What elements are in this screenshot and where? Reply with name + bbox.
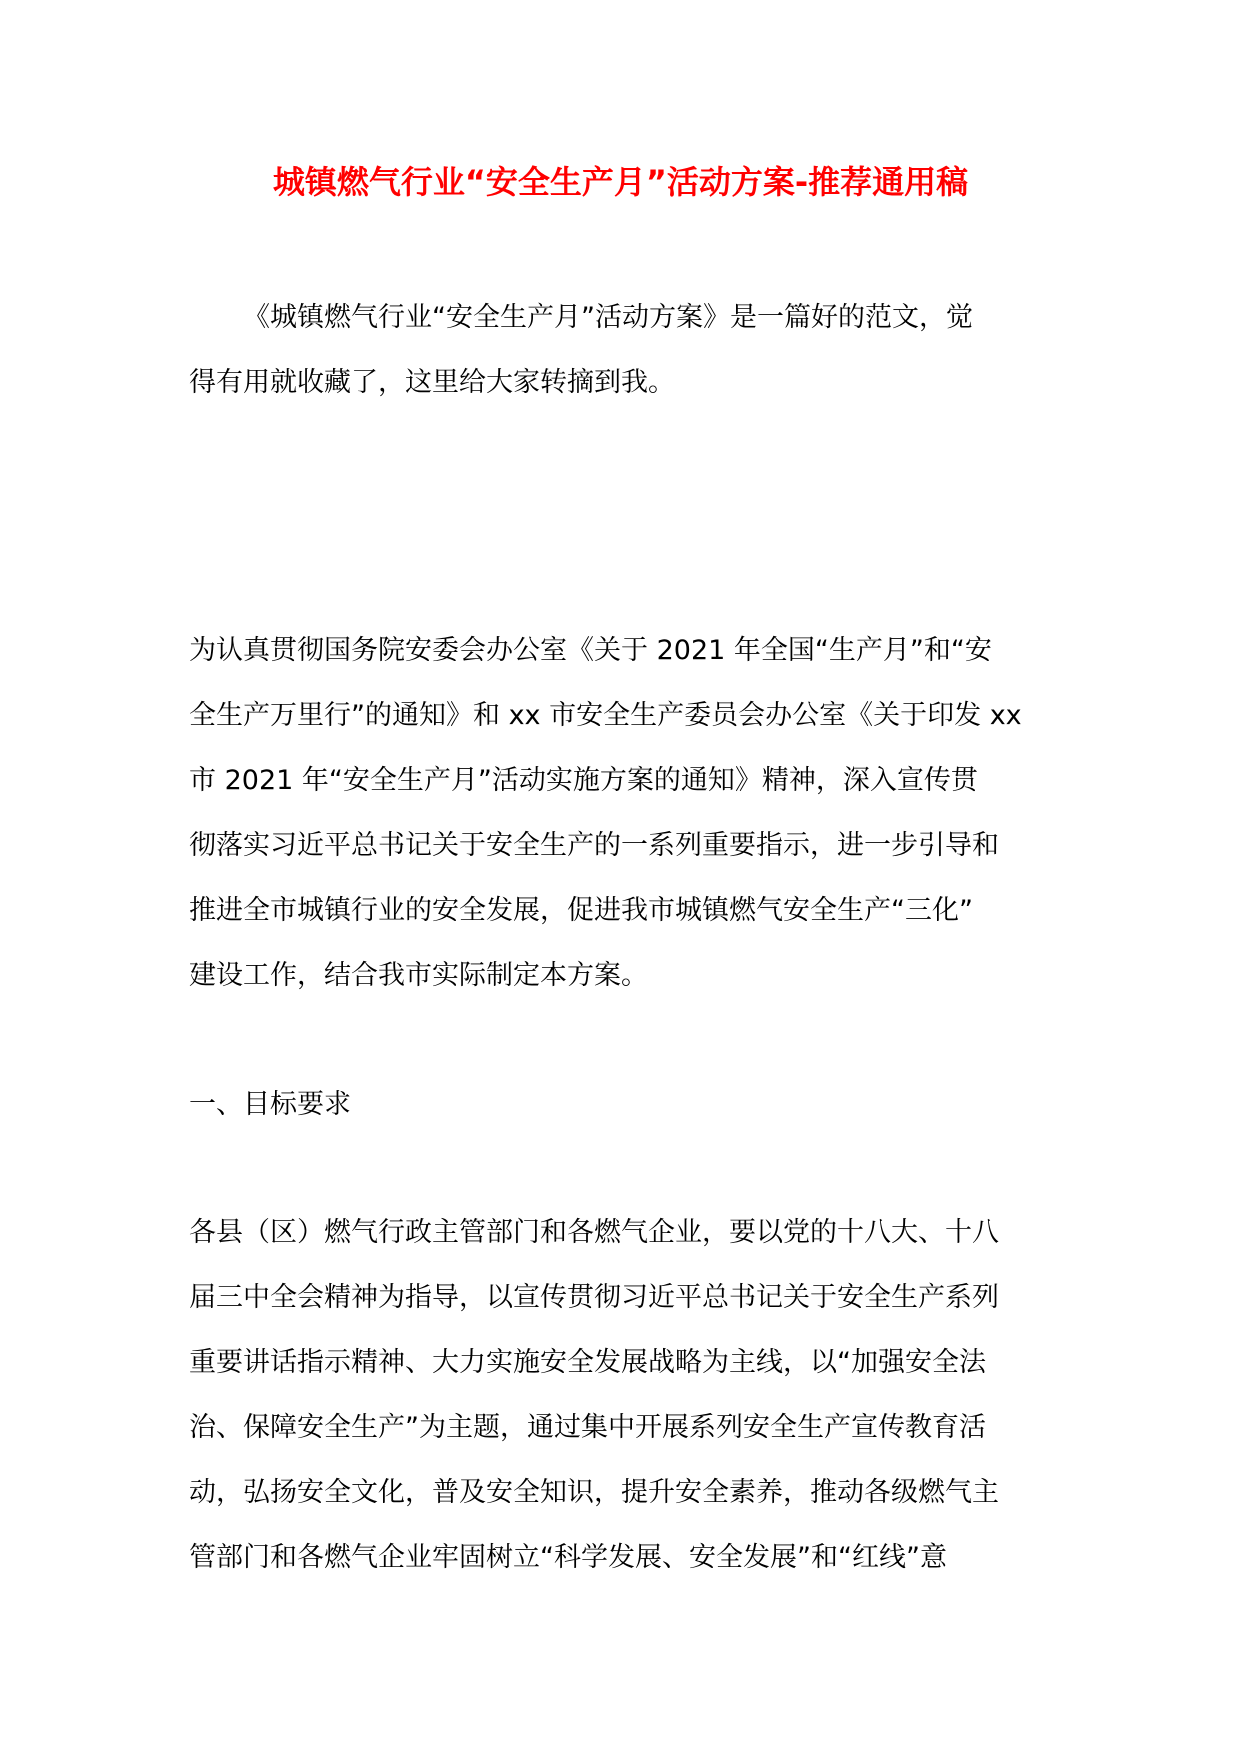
document-title: 城镇燃气行业“安全生产月”活动方案-推荐通用稿 xyxy=(272,163,969,201)
intro-paragraph xyxy=(189,285,1059,415)
paragraph-line: 推进全市城镇行业的安全发展，促进我市城镇燃气安全生产“三化” xyxy=(189,895,973,926)
intro-line: 得有用就收藏了，这里给大家转摘到我。 xyxy=(189,367,675,398)
paragraph-line: 治、保障安全生产”为主题，通过集中开展系列安全生产宣传教育活 xyxy=(189,1412,986,1443)
body-paragraph-1 xyxy=(189,618,1059,1008)
paragraph-line: 届三中全会精神为指导，以宣传贯彻习近平总书记关于安全生产系列 xyxy=(189,1282,999,1313)
intro-line: 《城镇燃气行业“安全生产月”活动方案》是一篇好的范文，觉 xyxy=(243,302,973,333)
paragraph-line: 市 2021 年“安全生产月”活动实施方案的通知》精神，深入宣传贯 xyxy=(189,765,978,796)
body-paragraph-2 xyxy=(189,1200,1059,1590)
paragraph-line: 建设工作，结合我市实际制定本方案。 xyxy=(189,960,648,991)
section-heading-text: 一、目标要求 xyxy=(189,1089,351,1120)
paragraph-line: 管部门和各燃气企业牢固树立“科学发展、安全发展”和“红线”意 xyxy=(189,1542,947,1573)
paragraph-line: 彻落实习近平总书记关于安全生产的一系列重要指示，进一步引导和 xyxy=(189,830,999,861)
paragraph-line: 动，弘扬安全文化，普及安全知识，提升安全素养，推动各级燃气主 xyxy=(189,1477,999,1508)
section-heading xyxy=(189,1072,1059,1137)
paragraph-line: 全生产万里行”的通知》和 xx 市安全生产委员会办公室《关于印发 xx xyxy=(189,700,1022,731)
paragraph-line: 各县（区）燃气行政主管部门和各燃气企业，要以党的十八大、十八 xyxy=(189,1217,999,1248)
paragraph-line: 重要讲话指示精神、大力实施安全发展战略为主线，以“加强安全法 xyxy=(189,1347,986,1378)
paragraph-line: 为认真贯彻国务院安委会办公室《关于 2021 年全国“生产月”和“安 xyxy=(189,635,992,666)
